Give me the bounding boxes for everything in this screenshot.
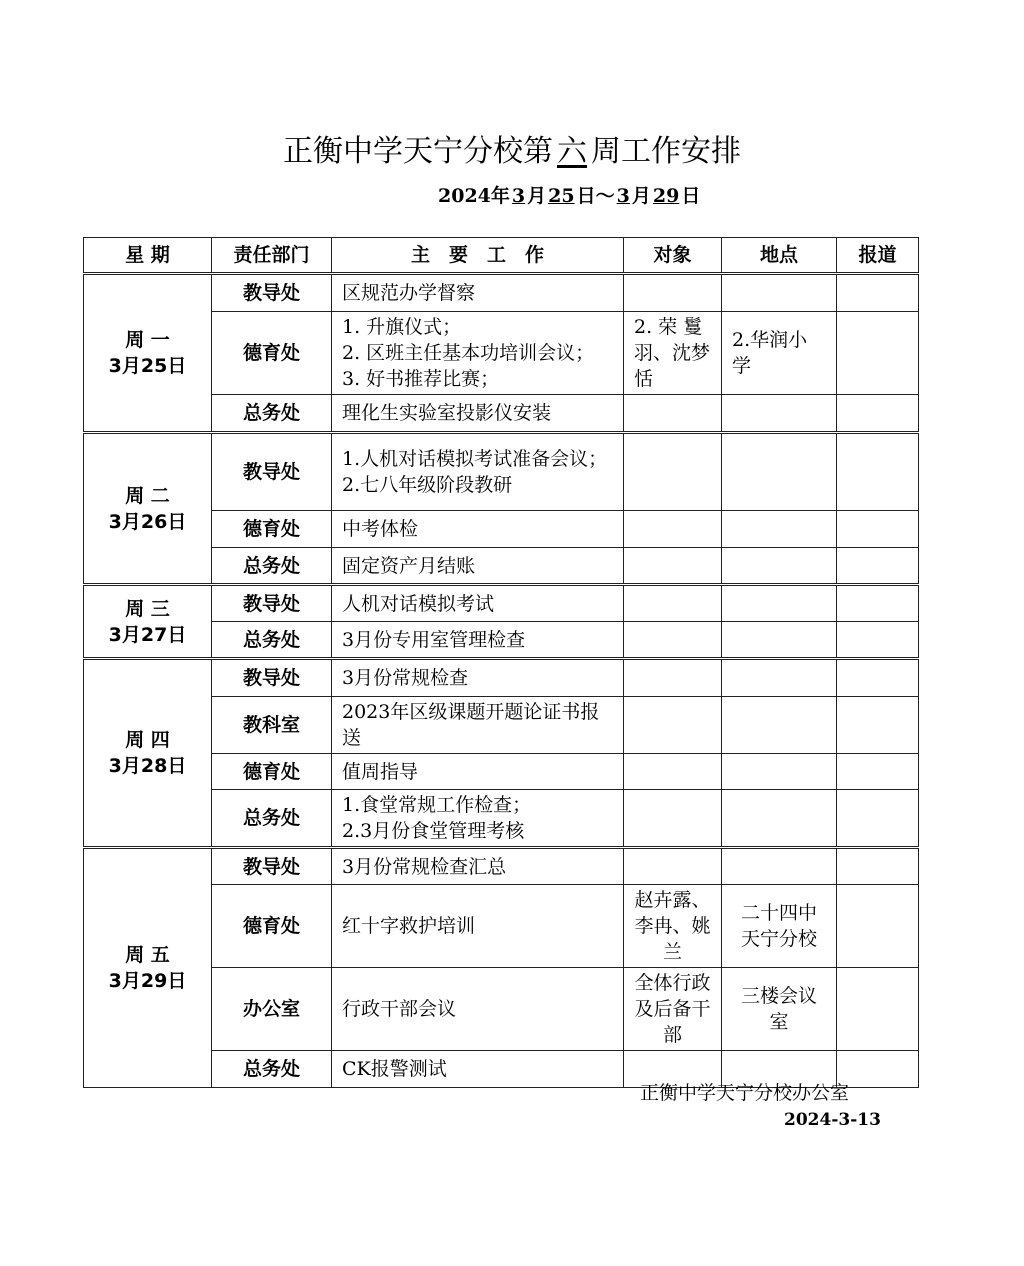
target-cell: 2. 荣 鬘羽、沈梦恬 (624, 312, 722, 395)
header-target: 对象 (624, 238, 722, 274)
dept-cell: 教导处 (212, 433, 332, 511)
work-cell: 中考体检 (332, 511, 624, 548)
header-day: 星 期 (84, 238, 212, 274)
place-cell: 三楼会议室 (722, 968, 837, 1051)
target-cell: 全体行政及后备干部 (624, 968, 722, 1051)
dept-cell: 总务处 (212, 395, 332, 433)
table-row (84, 659, 919, 697)
header-work: 主 要 工 作 (332, 238, 624, 274)
work-cell: 值周指导 (332, 754, 624, 790)
dept-cell: 教导处 (212, 585, 332, 622)
dept-cell: 教导处 (212, 848, 332, 885)
day-cell-thursday: 周 四 3月28日 (84, 659, 212, 848)
dept-cell: 总务处 (212, 622, 332, 659)
footer-org: 正衡中学天宁分校办公室 (640, 1082, 850, 1104)
dept-cell: 办公室 (212, 968, 332, 1051)
work-cell: 区规范办学督察 (332, 274, 624, 312)
day-cell-monday: 周 一 3月25日 (84, 274, 212, 433)
work-cell: 3月份专用室管理检查 (332, 622, 624, 659)
week-number: 六 (557, 134, 587, 169)
work-cell: 人机对话模拟考试 (332, 585, 624, 622)
work-cell: 1.人机对话模拟考试准备会议； 2.七八年级阶段教研 (332, 433, 624, 511)
dept-cell: 教导处 (212, 274, 332, 312)
document-title: 正衡中学天宁分校第 六 周工作安排 (283, 134, 741, 169)
work-cell: 3月份常规检查 (332, 659, 624, 697)
place-cell: 2.华润小学 (722, 312, 837, 395)
header-dept: 责任部门 (212, 238, 332, 274)
header-report: 报道 (837, 238, 919, 274)
table-row (84, 585, 919, 622)
work-cell: 红十字救护培训 (332, 885, 624, 968)
dept-cell: 德育处 (212, 754, 332, 790)
table-row (84, 433, 919, 511)
dept-cell: 总务处 (212, 1051, 332, 1088)
work-cell: 1. 升旗仪式； 2. 区班主任基本功培训会议； 3. 好书推荐比赛； (332, 312, 624, 395)
dept-cell: 德育处 (212, 885, 332, 968)
dept-cell: 总务处 (212, 790, 332, 848)
table-row (84, 274, 919, 312)
work-cell: 1.食堂常规工作检查； 2.3月份食堂管理考核 (332, 790, 624, 848)
table-row (84, 848, 919, 885)
dept-cell: 教导处 (212, 659, 332, 697)
dept-cell: 德育处 (212, 312, 332, 395)
footer-date: 2024-3-13 (784, 1110, 881, 1130)
work-cell: 2023年区级课题开题论证书报送 (332, 697, 624, 754)
work-cell: CK报警测试 (332, 1051, 624, 1088)
dept-cell: 德育处 (212, 511, 332, 548)
header-row (84, 238, 919, 274)
work-cell: 3月份常规检查汇总 (332, 848, 624, 885)
work-cell: 理化生实验室投影仪安装 (332, 395, 624, 433)
work-cell: 行政干部会议 (332, 968, 624, 1051)
day-cell-tuesday: 周 二 3月26日 (84, 433, 212, 585)
work-cell: 固定资产月结账 (332, 548, 624, 585)
dept-cell: 教科室 (212, 697, 332, 754)
place-cell: 二十四中天宁分校 (722, 885, 837, 968)
schedule-table (83, 237, 919, 1088)
day-cell-wednesday: 周 三 3月27日 (84, 585, 212, 659)
dept-cell: 总务处 (212, 548, 332, 585)
header-place: 地点 (722, 238, 837, 274)
day-cell-friday: 周 五 3月29日 (84, 848, 212, 1088)
date-range: 2024年 3 月 25 日～ 3 月 29 日 (438, 185, 701, 207)
target-cell: 赵卉露、李冉、姚兰 (624, 885, 722, 968)
